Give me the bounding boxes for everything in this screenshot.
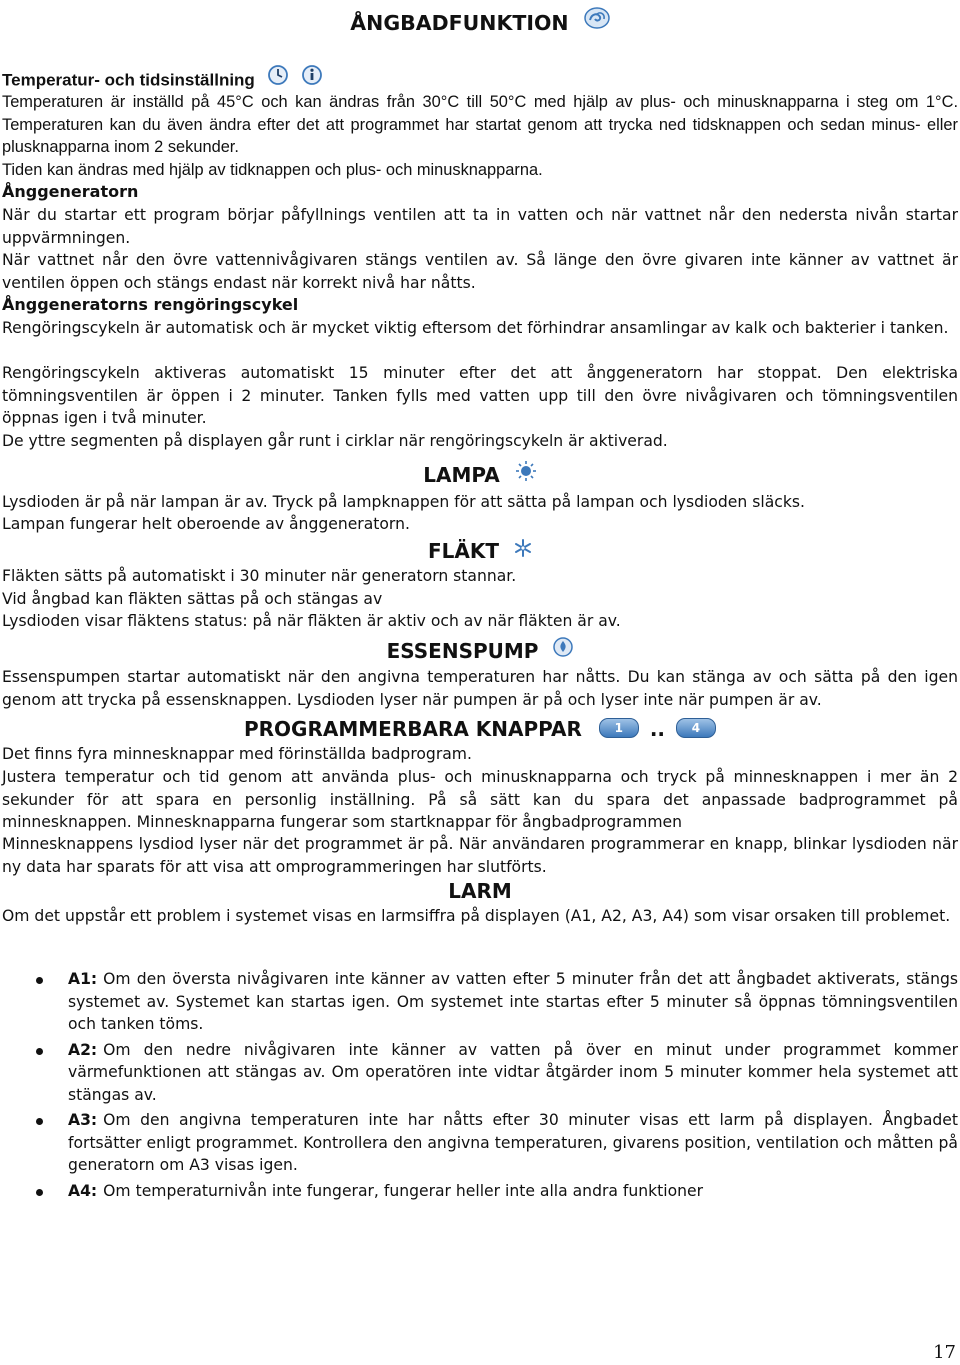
clock-icon	[268, 65, 288, 91]
page-number: 17	[933, 1342, 956, 1363]
alarm-item-a3	[0, 1109, 958, 1177]
cleaning-paragraph-2: Rengöringscykeln aktiveras automatiskt 15 minuter efter det att ånggeneratorn har stoppat. Den elektriska tömningsventilen är öppen i 2 minuter. Tanken fylls med vatten upp till den övre nivågivaren och tömningsventilen öppnas igen i två minuter.	[2, 364, 958, 427]
temp-paragraph-2: Tiden kan ändras med hjälp av tidknappen och plus- och minusknapparna.	[2, 161, 543, 179]
program-button-4-icon: 4	[676, 718, 716, 738]
cleaning-paragraph-1: Rengöringscykeln är automatisk och är mycket viktig eftersom det förhindrar ansamlingar av kalk och bakterier i tanken.	[2, 319, 949, 337]
alarm-text: Om den angivna temperaturen inte har nåtts efter 30 minuter visas ett larm på displayen. Ångbadet fortsätter enligt programmet. Kontrollera den angivna temperaturen, givarens position, ventilation och måtten på generatorn om A3 visas igen.	[68, 1111, 958, 1174]
page-title	[0, 10, 960, 38]
programmable-paragraph-1: Det finns fyra minnesknappar med förinställda badprogram.	[2, 745, 472, 763]
essence-heading	[0, 638, 960, 666]
generator-paragraph-1: När du startar ett program börjar påfyllnings ventilen att ta in vatten och när vattnet når den nedersta nivån startar uppvärmningen.	[2, 206, 958, 247]
lamp-heading	[0, 462, 960, 491]
alarm-paragraph-1: Om det uppstår ett problem i systemet visas en larmsiffra på displayen (A1, A2, A3, A4) som visar orsaken till problemet.	[2, 907, 951, 925]
alarm-heading: LARM	[448, 879, 512, 903]
alarm-list	[0, 968, 958, 1205]
alarm-text: Om temperaturnivån inte fungerar, fungerar heller inte alla andra funktioner	[103, 1181, 704, 1200]
lamp-heading-text: LAMPA	[423, 463, 500, 487]
programmable-paragraph-2: Justera temperatur och tid genom att använda plus- och minusknapparna och tryck på minnesknappen i mer än 2 sekunder för att spara en personlig inställning. På så sätt kan du spara det anpassade badprogrammet på minnesknappen. Minnesknapparna fungerar som startknappar för ångbadprogrammen	[2, 768, 958, 831]
cleaning-heading: Ånggeneratorns rengöringscykel	[2, 295, 299, 314]
programmable-heading-text: PROGRAMMERBARA KNAPPAR	[244, 717, 582, 741]
essence-paragraph-1: Essenspumpen startar automatiskt när den angivna temperaturen har nåtts. Du kan stänga av och sätta på den igen genom att trycka på essensknappen. Lysdioden lyser när pumpen är på och lyser inte när pumpen är av.	[2, 668, 958, 709]
bullet-icon	[36, 1118, 43, 1125]
fan-heading-text: FLÄKT	[428, 539, 500, 563]
bullet-icon	[36, 1189, 43, 1196]
snowflake-fan-icon	[514, 537, 532, 563]
alarm-code: A1:	[68, 970, 98, 988]
lamp-paragraph-1: Lysdioden är på när lampan är av. Tryck på lampknappen för att sätta på lampan och lysdioden släcks.	[2, 493, 805, 511]
bullet-icon	[36, 1048, 43, 1055]
programmable-paragraph-3: Minnesknappens lysdiod lyser när det programmet är på. När användaren programmerar en knapp, blinkar lysdioden när ny data har sparats för att visa att omprogrammeringen har slutförts.	[2, 835, 958, 876]
alarm-text: Om den översta nivågivaren inte känner av vatten efter 5 minuter från det att ångbadet aktiverats, stängs systemet av. Systemet kan startas igen. Om systemet inte startas efter 5 minuter så öppnas tömningsventilen och tanken töms.	[68, 970, 958, 1033]
programmable-heading	[0, 716, 960, 742]
generator-heading: Ånggeneratorn	[2, 182, 139, 201]
alarm-code: A4:	[68, 1181, 98, 1200]
alarm-code: A3:	[68, 1111, 98, 1129]
alarm-item-a1	[0, 968, 958, 1036]
essence-pump-icon	[553, 637, 573, 663]
page-title-text: ÅNGBADFUNKTION	[350, 11, 569, 35]
generator-paragraph-2: När vattnet når den övre vattennivågivaren stängs ventilen av. Så länge den övre givaren inte känner av vattnet är ventilen öppen och stängs endast när korrekt nivå har nåtts.	[2, 251, 958, 292]
bullet-icon	[36, 977, 43, 984]
fan-paragraph-1: Fläkten sätts på automatiskt i 30 minuter när generatorn stannar.	[2, 567, 517, 585]
fan-heading	[0, 538, 960, 566]
alarm-item-a2	[0, 1039, 958, 1107]
fan-paragraph-3: Lysdioden visar fläktens status: på när fläkten är aktiv och av när fläkten är av.	[2, 612, 621, 630]
steam-swirl-icon	[584, 7, 610, 35]
info-icon	[302, 65, 322, 91]
temp-paragraph-1: Temperaturen är inställd på 45°C och kan ändras från 30°C till 50°C med hjälp av plus- och minusknapparna i steg om 1°C. Temperaturen kan du även ändra efter det att programmet har startat genom att trycka ned tidsknappen och sedan minus- eller plusknapparna inom 2 sekunder.	[2, 93, 958, 156]
sun-icon	[515, 460, 537, 488]
lamp-paragraph-2: Lampan fungerar helt oberoende av ånggeneratorn.	[2, 515, 410, 533]
program-button-1-icon: 1	[599, 718, 639, 738]
temp-heading-text: Temperatur- och tidsinställning	[2, 70, 255, 90]
alarm-code: A2:	[68, 1040, 98, 1059]
alarm-text: Om den nedre nivågivaren inte känner av vatten på över en minut under programmet kommer värmefunktionen att stängas av. Om operatören inte vidtar åtgärder inom 5 minuter kommer hela systemet att stängas av.	[68, 1040, 958, 1104]
fan-paragraph-2: Vid ångbad kan fläkten sättas på och stängas av	[2, 590, 383, 608]
alarm-item-a4	[0, 1180, 958, 1203]
cleaning-paragraph-3: De yttre segmenten på displayen går runt i cirklar när rengöringscykeln är aktiverad.	[2, 432, 668, 450]
program-buttons-separator: ..	[649, 717, 666, 741]
essence-heading-text: ESSENSPUMP	[386, 639, 539, 663]
